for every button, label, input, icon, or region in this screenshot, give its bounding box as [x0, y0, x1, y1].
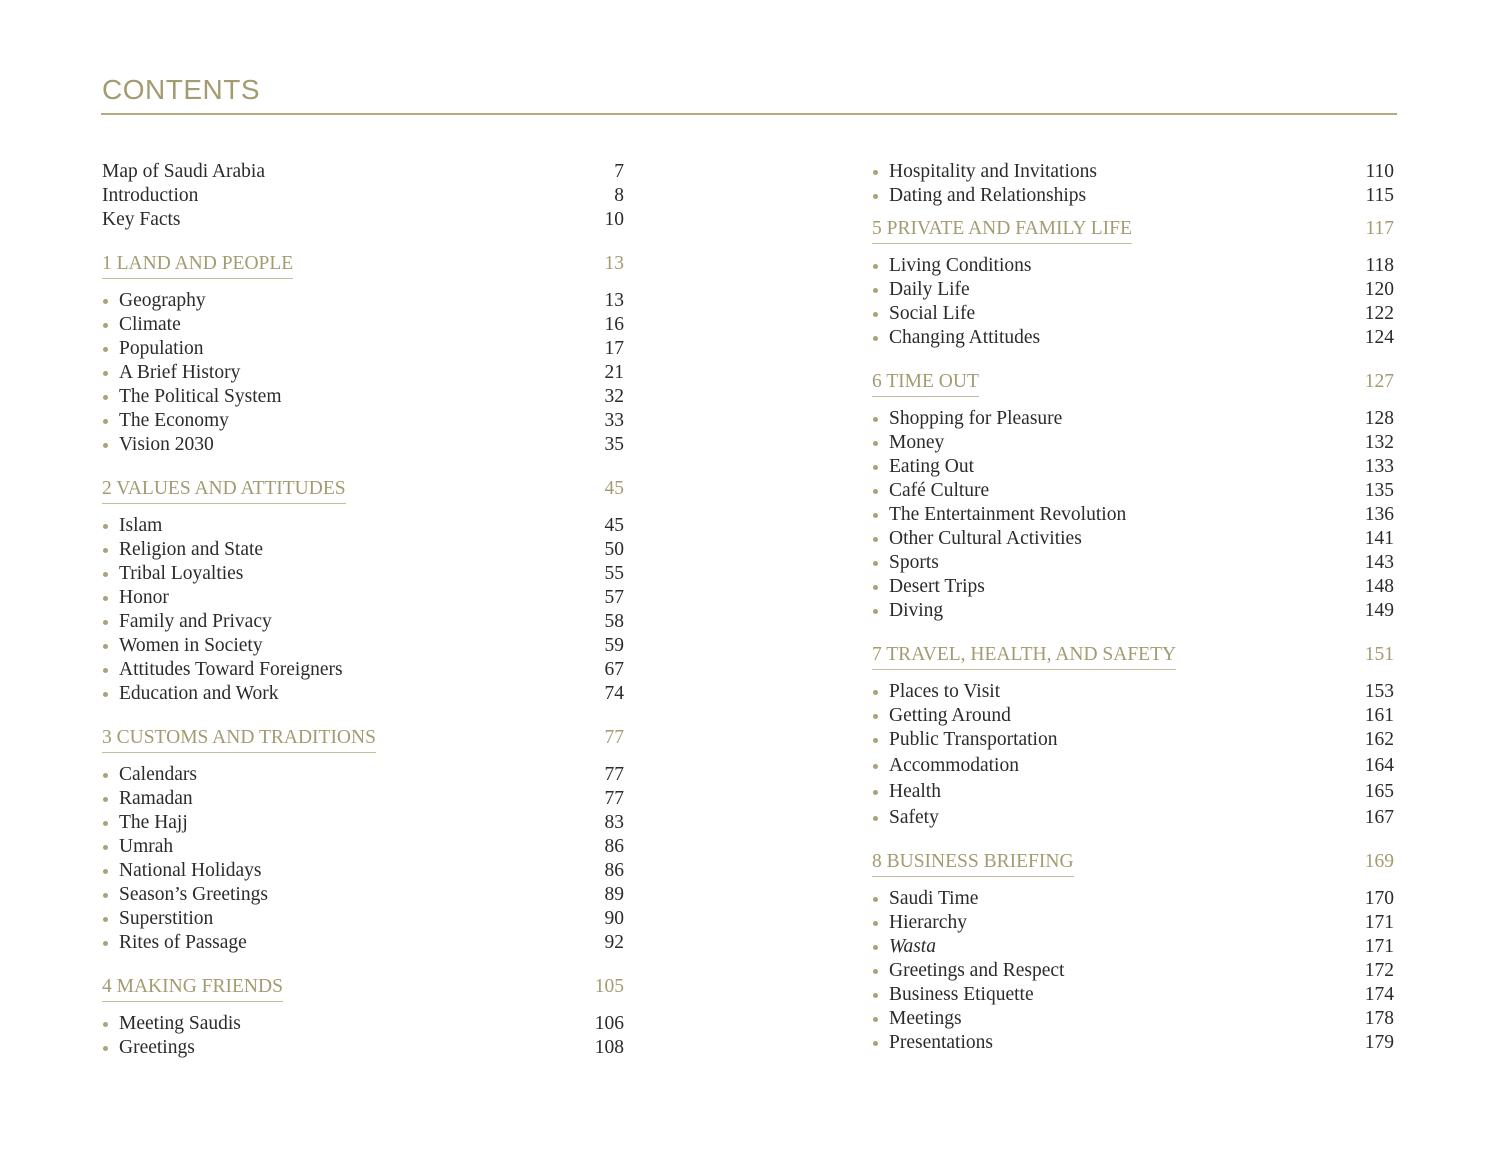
entry-title: The Political System — [119, 386, 282, 407]
bullet-icon — [873, 1017, 878, 1022]
entry-page: 118 — [1365, 255, 1394, 276]
entry-page: 124 — [1364, 327, 1394, 348]
toc-entry[interactable] — [872, 431, 1394, 455]
entry-title: The Hajj — [119, 812, 188, 833]
bullet-icon — [873, 609, 878, 614]
entry-title: Wasta — [889, 936, 936, 957]
entry-title: Presentations — [889, 1032, 993, 1053]
entry-title: Family and Privacy — [119, 611, 272, 632]
chapter-page: 45 — [604, 478, 624, 499]
toc-entry[interactable] — [872, 551, 1394, 575]
entry-title: Daily Life — [889, 279, 970, 300]
bullet-icon — [873, 264, 878, 269]
entry-page: 77 — [604, 764, 624, 785]
entry-page: 162 — [1364, 729, 1394, 750]
entry-title: Saudi Time — [889, 888, 979, 909]
entry-page: 45 — [604, 515, 624, 536]
toc-entry[interactable] — [102, 514, 624, 538]
toc-entry[interactable] — [872, 278, 1394, 302]
toc-entry[interactable] — [102, 409, 624, 433]
toc-entry[interactable] — [872, 1031, 1394, 1055]
toc-entry[interactable] — [102, 184, 624, 208]
toc-entry[interactable] — [102, 313, 624, 337]
bullet-icon — [873, 1041, 878, 1046]
entry-title: A Brief History — [119, 362, 241, 383]
entry-title: Living Conditions — [889, 255, 1032, 276]
chapter-page: 151 — [1364, 644, 1394, 665]
toc-entry[interactable] — [872, 479, 1394, 503]
entry-page: 16 — [604, 314, 624, 335]
entry-title: Accommodation — [889, 755, 1019, 776]
entry-page: 148 — [1364, 576, 1394, 597]
entry-page: 174 — [1364, 984, 1394, 1005]
chapter-title: 8 BUSINESS BRIEFING — [872, 849, 1074, 877]
entry-title: Rites of Passage — [119, 932, 247, 953]
bullet-icon — [873, 738, 878, 743]
entry-page: 13 — [604, 290, 624, 311]
bullet-icon — [873, 690, 878, 695]
entry-title: Superstition — [119, 908, 214, 929]
entry-page: 122 — [1364, 303, 1394, 324]
chapter-title: 3 CUSTOMS AND TRADITIONS — [102, 725, 376, 753]
chapter-page: 13 — [604, 253, 624, 274]
toc-entry[interactable] — [102, 883, 624, 907]
bullet-icon — [103, 1046, 108, 1051]
bullet-icon — [103, 797, 108, 802]
chapter-heading[interactable] — [102, 476, 624, 502]
bullet-icon — [873, 288, 878, 293]
entry-page: 120 — [1364, 279, 1394, 300]
toc-entry[interactable] — [102, 586, 624, 610]
toc-entry[interactable] — [102, 433, 624, 457]
bullet-icon — [103, 692, 108, 697]
entry-title: Hospitality and Invitations — [889, 161, 1097, 182]
entry-title: Ramadan — [119, 788, 193, 809]
chapter-page: 169 — [1364, 851, 1394, 872]
bullet-icon — [103, 1022, 108, 1027]
entry-page: 171 — [1364, 912, 1394, 933]
entry-title: Key Facts — [102, 209, 181, 230]
toc-entry[interactable] — [872, 455, 1394, 479]
toc-entry[interactable] — [872, 780, 1394, 804]
entry-page: 33 — [604, 410, 624, 431]
entry-title: Honor — [119, 587, 169, 608]
title-divider — [101, 113, 1397, 115]
bullet-icon — [103, 371, 108, 376]
entry-page: 170 — [1364, 888, 1394, 909]
entry-page: 172 — [1364, 960, 1394, 981]
chapter-title: 6 TIME OUT — [872, 369, 979, 397]
entry-title: Greetings and Respect — [889, 960, 1065, 981]
entry-title: Greetings — [119, 1037, 195, 1058]
toc-entry[interactable] — [102, 610, 624, 634]
entry-title: Tribal Loyalties — [119, 563, 244, 584]
toc-entry[interactable] — [102, 907, 624, 931]
toc-entry[interactable] — [872, 983, 1394, 1007]
chapter-heading[interactable] — [102, 725, 624, 751]
entry-title: Calendars — [119, 764, 197, 785]
entry-page: 164 — [1364, 755, 1394, 776]
chapter-title: 2 VALUES AND ATTITUDES — [102, 476, 346, 504]
chapter-heading[interactable] — [102, 974, 624, 1000]
entry-page: 108 — [594, 1037, 624, 1058]
bullet-icon — [873, 336, 878, 341]
entry-page: 8 — [614, 185, 624, 206]
toc-entry[interactable] — [872, 184, 1394, 208]
bullet-icon — [873, 170, 878, 175]
contents-column-left — [102, 160, 624, 1060]
entry-page: 50 — [604, 539, 624, 560]
entry-page: 132 — [1364, 432, 1394, 453]
entry-page: 161 — [1364, 705, 1394, 726]
bullet-icon — [103, 419, 108, 424]
entry-page: 32 — [604, 386, 624, 407]
page-title: CONTENTS — [102, 74, 260, 105]
bullet-icon — [873, 945, 878, 950]
chapter-title: 5 PRIVATE AND FAMILY LIFE — [872, 216, 1132, 244]
toc-entry[interactable] — [102, 787, 624, 811]
toc-entry[interactable] — [102, 835, 624, 859]
entry-title: Dating and Relationships — [889, 185, 1087, 206]
entry-title: The Entertainment Revolution — [889, 504, 1127, 525]
toc-entry[interactable] — [102, 859, 624, 883]
entry-page: 133 — [1364, 456, 1394, 477]
entry-page: 57 — [604, 587, 624, 608]
entry-page: 59 — [604, 635, 624, 656]
entry-title: Population — [119, 338, 204, 359]
entry-page: 167 — [1364, 807, 1394, 828]
toc-entry[interactable] — [872, 407, 1394, 431]
entry-title: Geography — [119, 290, 206, 311]
bullet-icon — [873, 790, 878, 795]
toc-entry[interactable] — [102, 931, 624, 955]
entry-title: Map of Saudi Arabia — [102, 161, 266, 182]
toc-entry[interactable] — [872, 704, 1394, 728]
bullet-icon — [103, 845, 108, 850]
chapter-heading[interactable] — [872, 642, 1394, 668]
entry-page: 136 — [1364, 504, 1394, 525]
bullet-icon — [103, 596, 108, 601]
toc-entry[interactable] — [872, 887, 1394, 911]
bullet-icon — [103, 299, 108, 304]
chapter-heading[interactable] — [872, 216, 1394, 242]
entry-title: Meeting Saudis — [119, 1013, 241, 1034]
toc-entry[interactable] — [102, 208, 624, 232]
entry-title: Hierarchy — [889, 912, 967, 933]
entry-page: 110 — [1365, 161, 1394, 182]
bullet-icon — [103, 668, 108, 673]
entry-page: 83 — [604, 812, 624, 833]
entry-title: Shopping for Pleasure — [889, 408, 1063, 429]
bullet-icon — [103, 893, 108, 898]
entry-title: Health — [889, 781, 941, 802]
entry-page: 141 — [1364, 528, 1394, 549]
entry-page: 21 — [604, 362, 624, 383]
bullet-icon — [873, 513, 878, 518]
toc-entry[interactable] — [872, 527, 1394, 551]
entry-title: Diving — [889, 600, 944, 621]
bullet-icon — [873, 441, 878, 446]
bullet-icon — [873, 921, 878, 926]
bullet-icon — [873, 537, 878, 542]
bullet-icon — [103, 773, 108, 778]
toc-entry[interactable] — [872, 160, 1394, 184]
bullet-icon — [103, 620, 108, 625]
entry-title: Climate — [119, 314, 181, 335]
contents-column-right — [872, 160, 1394, 1055]
bullet-icon — [103, 347, 108, 352]
toc-entry[interactable] — [872, 254, 1394, 278]
entry-title: Vision 2030 — [119, 434, 214, 455]
bullet-icon — [873, 969, 878, 974]
toc-entry[interactable] — [102, 538, 624, 562]
entry-title: Sports — [889, 552, 939, 573]
toc-entry[interactable] — [872, 806, 1394, 830]
bullet-icon — [873, 585, 878, 590]
entry-page: 55 — [604, 563, 624, 584]
toc-entry[interactable] — [872, 1007, 1394, 1031]
bullet-icon — [103, 572, 108, 577]
toc-entry[interactable] — [102, 562, 624, 586]
entry-title: Safety — [889, 807, 939, 828]
entry-title: Desert Trips — [889, 576, 985, 597]
entry-page: 115 — [1365, 185, 1394, 206]
bullet-icon — [103, 548, 108, 553]
entry-page: 74 — [604, 683, 624, 704]
entry-page: 179 — [1364, 1032, 1394, 1053]
bullet-icon — [103, 869, 108, 874]
entry-title: Eating Out — [889, 456, 975, 477]
entry-page: 86 — [604, 860, 624, 881]
toc-entry[interactable] — [872, 575, 1394, 599]
toc-entry[interactable] — [872, 326, 1394, 350]
bullet-icon — [103, 917, 108, 922]
entry-page: 58 — [604, 611, 624, 632]
entry-title: Business Etiquette — [889, 984, 1034, 1005]
entry-title: Public Transportation — [889, 729, 1058, 750]
bullet-icon — [103, 443, 108, 448]
entry-title: Getting Around — [889, 705, 1011, 726]
chapter-title: 1 LAND AND PEOPLE — [102, 251, 293, 279]
bullet-icon — [873, 489, 878, 494]
entry-title: Meetings — [889, 1008, 962, 1029]
bullet-icon — [103, 644, 108, 649]
chapter-page: 117 — [1365, 218, 1394, 239]
entry-title: Religion and State — [119, 539, 264, 560]
entry-page: 92 — [604, 932, 624, 953]
entry-page: 35 — [604, 434, 624, 455]
entry-title: Women in Society — [119, 635, 263, 656]
entry-page: 17 — [604, 338, 624, 359]
toc-entry[interactable] — [102, 1036, 624, 1060]
entry-page: 86 — [604, 836, 624, 857]
chapter-heading[interactable] — [872, 849, 1394, 875]
chapter-page: 77 — [604, 727, 624, 748]
bullet-icon — [873, 194, 878, 199]
entry-page: 7 — [614, 161, 624, 182]
toc-entry[interactable] — [102, 289, 624, 313]
chapter-title: 4 MAKING FRIENDS — [102, 974, 283, 1002]
toc-entry[interactable] — [872, 503, 1394, 527]
toc-entry[interactable] — [102, 658, 624, 682]
entry-title: Café Culture — [889, 480, 990, 501]
toc-entry[interactable] — [102, 160, 624, 184]
bullet-icon — [873, 993, 878, 998]
entry-title: Places to Visit — [889, 681, 1001, 702]
entry-title: National Holidays — [119, 860, 262, 881]
toc-entry[interactable] — [872, 302, 1394, 326]
bullet-icon — [873, 417, 878, 422]
entry-page: 77 — [604, 788, 624, 809]
entry-page: 90 — [604, 908, 624, 929]
entry-page: 10 — [604, 209, 624, 230]
toc-entry[interactable] — [102, 361, 624, 385]
entry-page: 89 — [604, 884, 624, 905]
entry-page: 165 — [1364, 781, 1394, 802]
bullet-icon — [103, 395, 108, 400]
toc-entry[interactable] — [872, 911, 1394, 935]
chapter-heading[interactable] — [872, 369, 1394, 395]
bullet-icon — [873, 312, 878, 317]
bullet-icon — [873, 816, 878, 821]
entry-title: Money — [889, 432, 945, 453]
entry-page: 128 — [1364, 408, 1394, 429]
bullet-icon — [103, 524, 108, 529]
toc-entry[interactable] — [872, 959, 1394, 983]
toc-entry[interactable] — [872, 754, 1394, 778]
bullet-icon — [103, 941, 108, 946]
entry-title: Changing Attitudes — [889, 327, 1041, 348]
entry-page: 67 — [604, 659, 624, 680]
bullet-icon — [873, 764, 878, 769]
entry-title: Education and Work — [119, 683, 279, 704]
entry-page: 135 — [1364, 480, 1394, 501]
toc-entry[interactable] — [102, 1012, 624, 1036]
entry-page: 171 — [1364, 936, 1394, 957]
chapter-page: 105 — [594, 976, 624, 997]
entry-title: Other Cultural Activities — [889, 528, 1082, 549]
chapter-page: 127 — [1364, 371, 1394, 392]
entry-page: 153 — [1364, 681, 1394, 702]
bullet-icon — [873, 897, 878, 902]
toc-entry[interactable] — [102, 811, 624, 835]
toc-entry[interactable] — [102, 337, 624, 361]
toc-entry[interactable] — [102, 682, 624, 706]
entry-page: 178 — [1364, 1008, 1394, 1029]
bullet-icon — [873, 465, 878, 470]
entry-title: Introduction — [102, 185, 199, 206]
bullet-icon — [873, 561, 878, 566]
entry-title: The Economy — [119, 410, 229, 431]
toc-entry[interactable] — [872, 680, 1394, 704]
toc-entry[interactable] — [872, 728, 1394, 752]
toc-entry[interactable] — [872, 935, 1394, 959]
toc-entry[interactable] — [872, 599, 1394, 623]
entry-title: Islam — [119, 515, 163, 536]
toc-entry[interactable] — [102, 634, 624, 658]
entry-page: 149 — [1364, 600, 1394, 621]
entry-page: 143 — [1364, 552, 1394, 573]
toc-entry[interactable] — [102, 385, 624, 409]
bullet-icon — [873, 714, 878, 719]
chapter-heading[interactable] — [102, 251, 624, 277]
entry-title: Umrah — [119, 836, 174, 857]
toc-entry[interactable] — [102, 763, 624, 787]
chapter-title: 7 TRAVEL, HEALTH, AND SAFETY — [872, 642, 1176, 670]
entry-title: Attitudes Toward Foreigners — [119, 659, 343, 680]
entry-title: Season’s Greetings — [119, 884, 268, 905]
entry-title: Social Life — [889, 303, 976, 324]
entry-page: 106 — [594, 1013, 624, 1034]
bullet-icon — [103, 821, 108, 826]
bullet-icon — [103, 323, 108, 328]
